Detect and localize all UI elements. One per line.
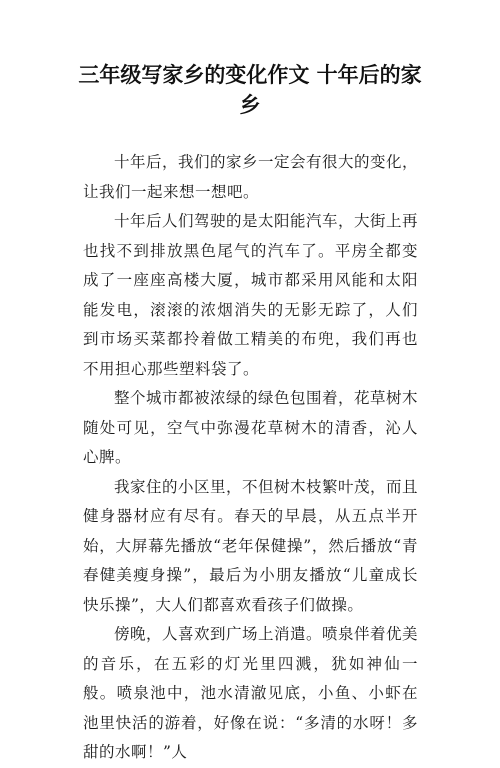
paragraph: 十年后人们驾驶的是太阳能汽车，大街上再也找不到排放黑色尾气的汽车了。平房全都变成了一座座高楼大厦，城市都采用风能和太阳能发电，滚滚的浓烟消失的无影无踪了，人们到市场买菜都拎着做工精美的布兜，我们再也不用担心那些塑料袋了。 <box>83 212 419 378</box>
paragraph: 我家住的小区里，不但树木枝繁叶茂，而且健身器材应有尽有。春天的早晨，从五点半开始，大屏幕先播放“老年保健操”，然后播放“青春健美瘦身操”，最后为小朋友播放“儿童成长快乐操”，大人们都喜欢看孩子们做操。 <box>83 477 419 614</box>
paragraph: 傍晚，人喜欢到广场上消遣。喷泉伴着优美的音乐，在五彩的灯光里四溅，犹如神仙一般。喷泉池中，池水清澈见底，小鱼、小虾在池里快活的游着，好像在说：“多清的水呀！多甜的水啊！”人 <box>83 625 419 761</box>
paragraph: 整个城市都被浓绿的绿色包围着，花草树木随处可见，空气中弥漫花草树木的清香，沁人心脾。 <box>83 389 419 466</box>
paragraph: 十年后，我们的家乡一定会有很大的变化，让我们一起来想一想吧。 <box>83 153 419 201</box>
article-body <box>83 148 418 768</box>
page-title: 三年级写家乡的变化作文 十年后的家乡 <box>78 63 422 117</box>
